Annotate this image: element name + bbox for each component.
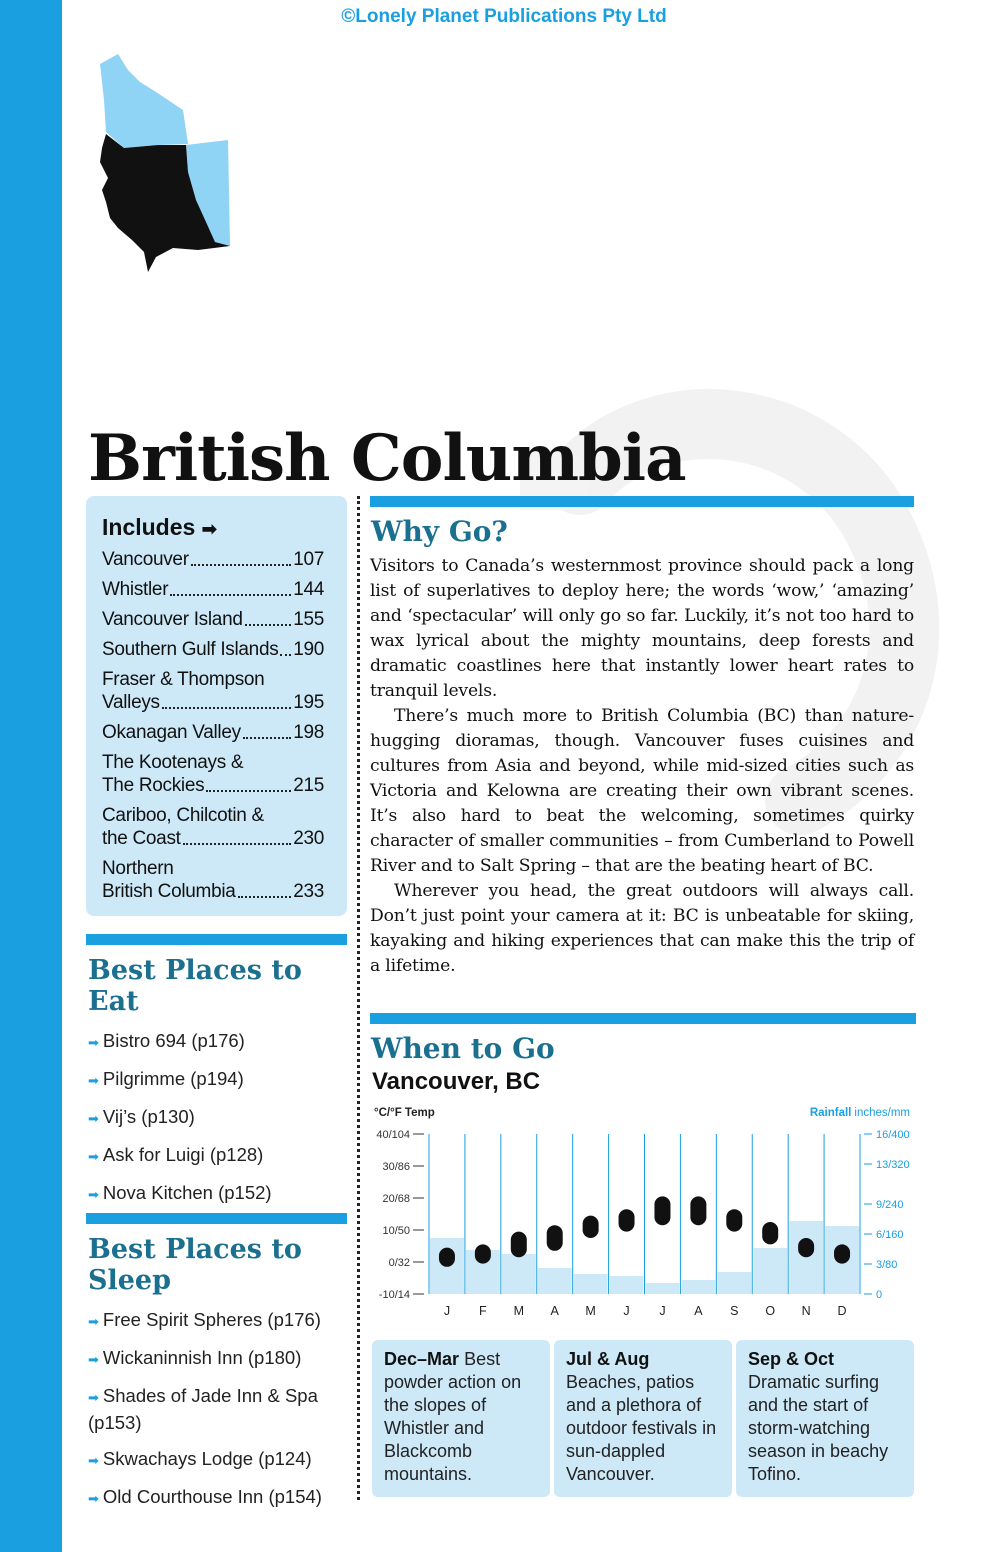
rain-bar (681, 1280, 715, 1294)
arrow-right-icon: ➡ (88, 1390, 99, 1405)
eat-list-item-label: Nova Kitchen (p152) (102, 1182, 272, 1203)
temp-range-mark (690, 1196, 706, 1225)
column-divider (357, 496, 360, 1500)
arrow-right-icon: ➡ (88, 1149, 99, 1164)
month-label: J (659, 1304, 666, 1318)
month-label: D (837, 1304, 847, 1318)
rain-tick-label: 3/80 (876, 1259, 898, 1271)
includes-item[interactable] (102, 548, 324, 571)
sleep-section-rule (86, 1213, 347, 1224)
temp-range-mark (726, 1209, 742, 1231)
includes-item[interactable] (102, 804, 324, 850)
when-to-go-rule (370, 1013, 916, 1024)
includes-item[interactable] (102, 857, 324, 903)
eat-list-item[interactable] (88, 1028, 346, 1055)
arrow-right-icon: ➡ (88, 1491, 99, 1506)
when-to-go-heading: When to Go (371, 1032, 555, 1065)
includes-heading-label: Includes (102, 514, 196, 540)
sleep-list-item[interactable] (88, 1383, 346, 1435)
includes-item-label: Whistler (102, 579, 169, 600)
temp-range-mark (511, 1232, 527, 1258)
rain-axis-label (810, 1107, 910, 1119)
sleep-list-item-label: Shades of Jade Inn & Spa (p153) (88, 1385, 318, 1433)
rain-bar (789, 1221, 823, 1294)
sleep-heading-line-2: Sleep (88, 1265, 171, 1296)
includes-item[interactable] (102, 608, 324, 631)
month-label: N (801, 1304, 811, 1318)
rain-axis-label-unit: inches/mm (854, 1107, 910, 1119)
includes-item-label: Valleys (102, 692, 160, 713)
arrow-right-icon: ➡ (201, 519, 217, 539)
month-label: F (479, 1304, 487, 1318)
eat-list-item-label: Vij’s (p130) (102, 1106, 195, 1127)
includes-item-page: 190 (293, 639, 324, 660)
arrow-right-icon: ➡ (88, 1073, 99, 1088)
season-period: Dec–Mar (384, 1349, 460, 1369)
includes-item-page: 195 (293, 692, 324, 713)
temp-range-mark (439, 1248, 455, 1267)
includes-item-label: Vancouver Island (102, 609, 243, 630)
includes-list (102, 548, 324, 910)
why-go-paragraph: Visitors to Canada’s westernmost province should pack a long list of superlatives to deploy here; the words ‘wow,’ ‘amazing’ and ‘spectacular’ will only go so far. Luckily, it’s not too hard to wax lyrical about the mighty mountains, deep forests and dramatic coastlines here that instantly lower heart rates to tranquil levels. (370, 556, 914, 701)
month-label: S (730, 1304, 739, 1318)
left-color-bar (0, 0, 62, 1552)
temp-tick-label: 30/86 (382, 1161, 410, 1173)
why-go-paragraph: Wherever you head, the great outdoors will always call. Don’t just point your camera at it: BC is unbeatable for skiing, kayaking and hiking experiences that can make this the trip of a lifetime. (370, 881, 914, 976)
includes-item[interactable] (102, 751, 324, 797)
includes-item[interactable] (102, 668, 324, 714)
month-label: M (513, 1304, 525, 1318)
eat-list-item[interactable] (88, 1180, 346, 1207)
sleep-list-item[interactable] (88, 1484, 346, 1511)
eat-list-item-label: Pilgrimme (p194) (102, 1068, 244, 1089)
month-label: A (694, 1304, 703, 1318)
temp-tick-label: 0/32 (388, 1257, 410, 1269)
copyright-notice: ©Lonely Planet Publications Pty Ltd (341, 6, 667, 27)
why-go-body (370, 554, 914, 979)
arrow-right-icon: ➡ (88, 1314, 99, 1329)
page-title: British Columbia (88, 420, 686, 496)
eat-list-item-label: Bistro 694 (p176) (102, 1030, 245, 1051)
eat-section-rule (86, 934, 347, 945)
includes-heading (102, 514, 217, 541)
rain-bar (646, 1283, 680, 1294)
arrow-right-icon: ➡ (88, 1352, 99, 1367)
rain-tick-label: 0 (876, 1289, 883, 1301)
rain-tick-label: 6/160 (876, 1229, 904, 1241)
includes-item-label: the Coast (102, 828, 181, 849)
includes-item-page: 233 (293, 881, 324, 902)
rain-tick-label: 9/240 (876, 1199, 904, 1211)
climate-chart (362, 1100, 922, 1330)
temp-range-mark (834, 1244, 850, 1263)
sleep-list (88, 1307, 346, 1522)
rain-tick-label: 16/400 (876, 1129, 910, 1141)
season-period: Sep & Oct (748, 1349, 835, 1369)
includes-item-page: 155 (293, 609, 324, 630)
sleep-list-item-label: Skwachays Lodge (p124) (102, 1448, 312, 1469)
arrow-right-icon: ➡ (88, 1035, 99, 1050)
includes-item-label: British Columbia (102, 881, 236, 902)
temp-axis-label: °C/°F Temp (374, 1107, 435, 1119)
season-text: Beaches, patios and a plethora of outdoor festivals in sun-dappled Vancouver. (566, 1372, 717, 1484)
includes-item-label: Southern Gulf Islands (102, 639, 279, 660)
includes-item-label: Fraser & Thompson (102, 669, 265, 690)
why-go-paragraph: There’s much more to British Columbia (BC) than nature-hugging dioramas, though. Vancouver fuses cuisines and cultures from Asia and beyond, while mid-sized cities such as Victoria and Kelowna are creating their own vibrant scenes. It’s also hard to beat the welcoming, sometimes quirky character of smaller communities – from Cumberland to Powell River and to Salt Spring – that are the beating heart of BC. (370, 706, 914, 876)
province-locator-map (88, 52, 263, 277)
eat-heading-line-2: Eat (88, 986, 139, 1017)
eat-list-item[interactable] (88, 1066, 346, 1093)
month-label: A (550, 1304, 559, 1318)
temp-range-mark (583, 1216, 599, 1238)
includes-item-page: 107 (293, 549, 324, 570)
includes-item-page: 198 (293, 722, 324, 743)
includes-item-label: Vancouver (102, 549, 189, 570)
rain-bar (717, 1272, 751, 1294)
eat-heading (88, 955, 302, 1017)
includes-item[interactable] (102, 638, 324, 661)
sleep-list-item[interactable] (88, 1345, 346, 1372)
includes-item-label: Okanagan Valley (102, 722, 241, 743)
season-text: Best powder action on the slopes of Whistler and Blackcomb mountains. (384, 1349, 522, 1484)
includes-item[interactable] (102, 578, 324, 601)
rain-tick-label: 13/320 (876, 1159, 910, 1171)
sleep-heading-line-1: Best Places to (88, 1234, 302, 1265)
includes-item-label: Northern (102, 858, 174, 879)
includes-item[interactable] (102, 721, 324, 744)
temp-range-mark (798, 1238, 814, 1257)
yukon-region (100, 54, 188, 148)
chart-plot-area (376, 1129, 909, 1318)
eat-list-item[interactable] (88, 1104, 346, 1131)
why-go-heading: Why Go? (371, 515, 508, 548)
includes-item-label: The Rockies (102, 775, 205, 796)
why-go-rule (370, 496, 914, 507)
season-box (372, 1340, 550, 1497)
rain-bar (753, 1248, 787, 1294)
includes-box (86, 496, 347, 916)
temp-tick-label: 10/50 (382, 1225, 410, 1237)
sleep-list-item-label: Wickaninnish Inn (p180) (102, 1347, 302, 1368)
eat-list (88, 1028, 346, 1218)
season-box (736, 1340, 914, 1497)
eat-list-item-label: Ask for Luigi (p128) (102, 1144, 264, 1165)
temp-range-mark (547, 1225, 563, 1251)
includes-item-page: 215 (293, 775, 324, 796)
includes-item-page: 230 (293, 828, 324, 849)
chart-location-title: Vancouver, BC (372, 1068, 541, 1095)
temp-tick-label: 20/68 (382, 1193, 410, 1205)
season-period: Jul & Aug (566, 1349, 650, 1369)
sleep-list-item[interactable] (88, 1307, 346, 1334)
eat-heading-line-1: Best Places to (88, 955, 302, 986)
includes-item-label: The Kootenays & (102, 752, 244, 773)
month-label: M (585, 1304, 596, 1318)
sleep-list-item-label: Free Spirit Spheres (p176) (102, 1309, 321, 1330)
season-box (554, 1340, 732, 1497)
temp-range-mark (654, 1196, 670, 1225)
rain-axis-label-bold: Rainfall (809, 1107, 852, 1119)
month-label: J (443, 1304, 451, 1318)
includes-item-label: Cariboo, Chilcotin & (102, 805, 264, 826)
month-label: O (765, 1304, 776, 1318)
temp-range-mark (619, 1209, 635, 1231)
month-label: J (623, 1304, 630, 1318)
rain-bar (502, 1254, 536, 1294)
temp-range-mark (762, 1222, 778, 1244)
rain-bar (574, 1274, 608, 1294)
eat-list-item[interactable] (88, 1142, 346, 1169)
sleep-list-item-label: Old Courthouse Inn (p154) (102, 1486, 322, 1507)
arrow-right-icon: ➡ (88, 1111, 99, 1126)
temp-range-mark (475, 1244, 491, 1263)
sleep-heading (88, 1234, 302, 1296)
arrow-right-icon: ➡ (88, 1453, 99, 1468)
season-text: Dramatic surfing and the start of storm-watching season in beachy Tofino. (748, 1372, 889, 1484)
includes-item-page: 144 (293, 579, 324, 600)
temp-tick-label: -10/14 (378, 1289, 410, 1301)
arrow-right-icon: ➡ (88, 1187, 99, 1202)
rain-bar (538, 1268, 572, 1294)
sleep-list-item[interactable] (88, 1446, 346, 1473)
rain-bar (610, 1276, 644, 1294)
temp-tick-label: 40/104 (376, 1129, 410, 1141)
